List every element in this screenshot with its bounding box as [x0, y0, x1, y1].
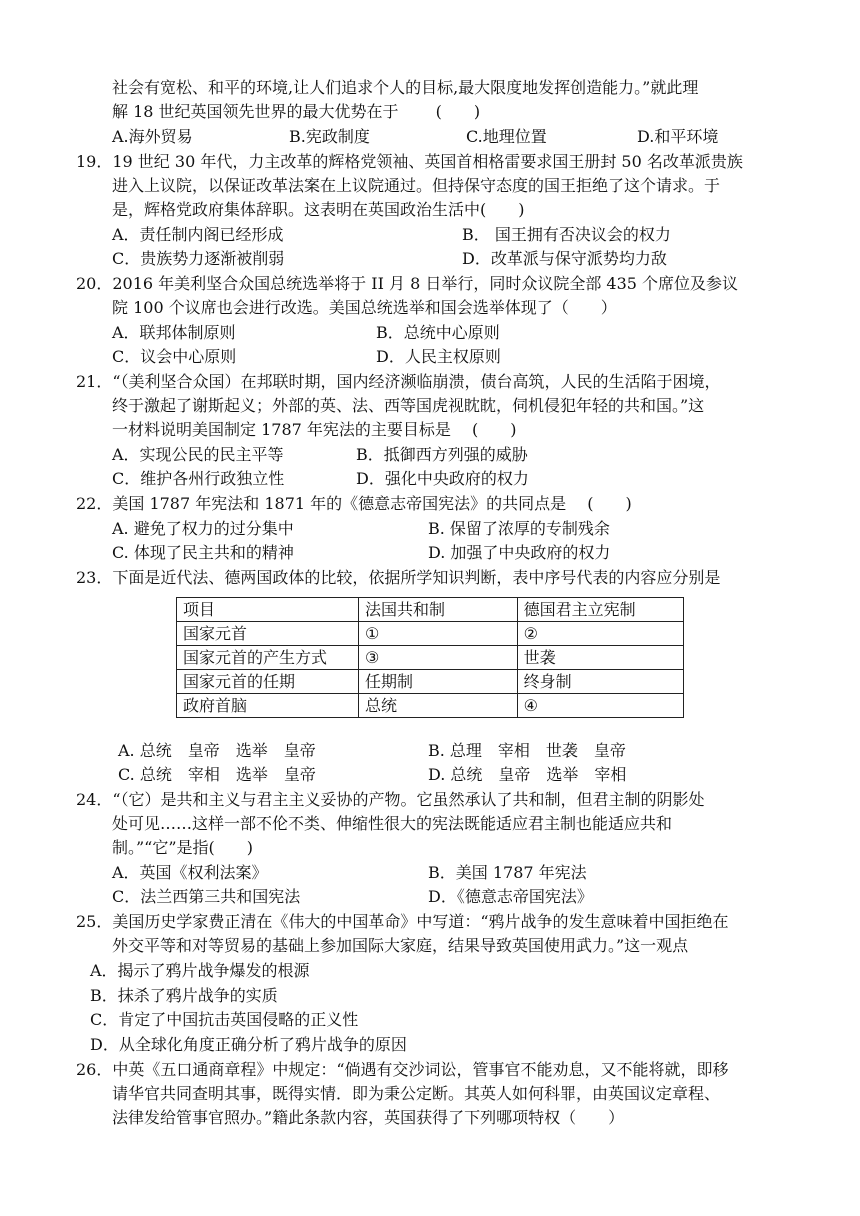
table-cell: 任期制 — [359, 670, 518, 694]
question-21-stem-line-1: 21．“（美利坚合众国）在邦联时期，国内经济濒临崩溃，债台高筑，人民的生活陷于困境， — [76, 372, 721, 391]
table-header-cell: 法国共和制 — [359, 598, 518, 622]
question-19-option-d: D．改革派与保守派势均力敌 — [462, 249, 667, 268]
table-cell: 世袭 — [517, 646, 683, 670]
table-header-cell: 德国君主立宪制 — [517, 598, 683, 622]
question-19-stem-line-1: 19．19 世纪 30 年代，力主改革的辉格党领袖、英国首相格雷要求国王册封 50 名改革派贵族 — [76, 152, 743, 171]
question-21-option-c: C．维护各州行政独立性 — [112, 469, 285, 488]
table-cell: 国家元首的产生方式 — [177, 646, 359, 670]
table-cell: ② — [517, 622, 683, 646]
question-24-stem-line-3: 制。”“它”是指( ) — [112, 838, 254, 857]
table-cell: 国家元首的任期 — [177, 670, 359, 694]
question-20-option-a: A．联邦体制原则 — [112, 323, 236, 342]
comparison-table — [176, 597, 684, 718]
table-cell: 终身制 — [517, 670, 683, 694]
question-22-option-b: B. 保留了浓厚的专制残余 — [428, 519, 610, 538]
table-cell: 总统 — [359, 694, 518, 718]
question-18-option-d: D.和平环境 — [637, 127, 719, 146]
question-19-stem-line-2: 进入上议院，以保证改革法案在上议院通过。但持保守态度的国王拒绝了这个请求。于 — [112, 176, 721, 195]
question-19-stem-line-3: 是，辉格党政府集体辞职。这表明在英国政治生活中( ) — [112, 200, 525, 219]
question-20-stem-line-1: 20．2016 年美利坚合众国总统选举将于 II 月 8 日举行，同时众议院全部 435 个席位及参议 — [76, 274, 739, 293]
table-header-cell: 项目 — [177, 598, 359, 622]
question-25-option-c: C．肯定了中国抗击英国侵略的正义性 — [90, 1010, 359, 1029]
question-18-stem-line-1: 社会有宽松、和平的环境,让人们追求个人的目标,最大限度地发挥创造能力。”就此理 — [112, 78, 699, 97]
question-24-stem-line-1: 24．“（它）是共和主义与君主主义妥协的产物。它虽然承认了共和制，但君主制的阴影处 — [76, 790, 705, 809]
question-23-option-c: C. 总统 宰相 选举 皇帝 — [118, 765, 316, 784]
question-24-option-a: A．英国《权利法案》 — [112, 863, 268, 882]
table-cell: ④ — [517, 694, 683, 718]
question-26-stem-line-2: 请华官共同查明其事，既得实情．即为秉公定断。其英人如何科罪，由英国议定章程、 — [112, 1084, 721, 1103]
question-24-option-c: C．法兰西第三共和国宪法 — [112, 887, 301, 906]
question-20-option-b: B．总统中心原则 — [376, 323, 500, 342]
question-20-option-c: C．议会中心原则 — [112, 347, 237, 366]
question-20-option-d: D．人民主权原则 — [376, 347, 501, 366]
question-18-stem-line-2: 解 18 世纪英国领先世界的最大优势在于 ( ) — [112, 102, 481, 121]
table-row — [177, 694, 684, 718]
question-26-stem-line-3: 法律发给管事官照办。”籍此条款内容，英国获得了下列哪项特权（ ） — [112, 1108, 625, 1127]
question-19-option-a: A．责任制内阁已经形成 — [112, 225, 284, 244]
question-22-stem-line-1: 22．美国 1787 年宪法和 1871 年的《德意志帝国宪法》的共同点是 ( ) — [76, 494, 632, 513]
question-25-option-d: D．从全球化角度正确分析了鸦片战争的原因 — [90, 1035, 407, 1054]
question-22-option-d: D. 加强了中央政府的权力 — [428, 543, 611, 562]
question-24-stem-line-2: 处可见……这样一部不伦不类、伸缩性很大的宪法既能适应君主制也能适应共和 — [112, 814, 673, 833]
question-25-stem-line-1: 25．美国历史学家费正清在《伟大的中国革命》中写道：“鸦片战争的发生意味着中国拒绝在 — [76, 912, 729, 931]
question-22-option-a: A. 避免了权力的过分集中 — [112, 519, 294, 538]
question-21-stem-line-3: 一材料说明美国制定 1787 年宪法的主要目标是 ( ) — [112, 420, 517, 439]
question-22-option-c: C. 体现了民主共和的精神 — [112, 543, 294, 562]
table-cell: 国家元首 — [177, 622, 359, 646]
question-19-option-b: B． 国王拥有否决议会的权力 — [462, 225, 671, 244]
question-25-stem-line-2: 外交平等和对等贸易的基础上参加国际大家庭，结果导致英国使用武力。”这一观点 — [112, 936, 689, 955]
question-23-option-d: D. 总统 皇帝 选举 宰相 — [428, 765, 627, 784]
table-row — [177, 670, 684, 694]
question-23-option-b: B. 总理 宰相 世袭 皇帝 — [428, 741, 626, 760]
question-25-option-a: A．揭示了鸦片战争爆发的根源 — [90, 961, 310, 980]
question-23-option-a: A. 总统 皇帝 选举 皇帝 — [118, 741, 316, 760]
question-24-option-b: B．美国 1787 年宪法 — [428, 863, 587, 882]
question-18-option-a: A.海外贸易 — [112, 127, 193, 146]
question-20-stem-line-2: 院 100 个议席也会进行改选。美国总统选举和国会选举体现了（ ） — [112, 298, 617, 317]
question-18-option-b: B.宪政制度 — [289, 127, 370, 146]
question-21-stem-line-2: 终于激起了谢斯起义；外部的英、法、西等国虎视眈眈，伺机侵犯年轻的共和国。”这 — [112, 396, 705, 415]
question-21-option-d: D．强化中央政府的权力 — [356, 469, 529, 488]
table-cell: ③ — [359, 646, 518, 670]
question-19-option-c: C．贵族势力逐渐被削弱 — [112, 249, 285, 268]
question-21-option-b: B．抵御西方列强的威胁 — [356, 445, 528, 464]
question-26-stem-line-1: 26．中英《五口通商章程》中规定：“倘遇有交沙词讼，管事官不能劝息，又不能将就，即移 — [76, 1060, 729, 1079]
table-cell: 政府首脑 — [177, 694, 359, 718]
table-row — [177, 646, 684, 670]
question-21-option-a: A．实现公民的民主平等 — [112, 445, 284, 464]
question-18-option-c: C.地理位置 — [466, 127, 547, 146]
question-24-option-d: D．《德意志帝国宪法》 — [428, 887, 593, 906]
table-cell: ① — [359, 622, 518, 646]
question-23-stem-line-1: 23．下面是近代法、德两国政体的比较，依据所学知识判断，表中序号代表的内容应分别是 — [76, 568, 721, 587]
question-25-option-b: B．抹杀了鸦片战争的实质 — [90, 986, 278, 1005]
table-header-row — [177, 598, 684, 622]
table-row — [177, 622, 684, 646]
